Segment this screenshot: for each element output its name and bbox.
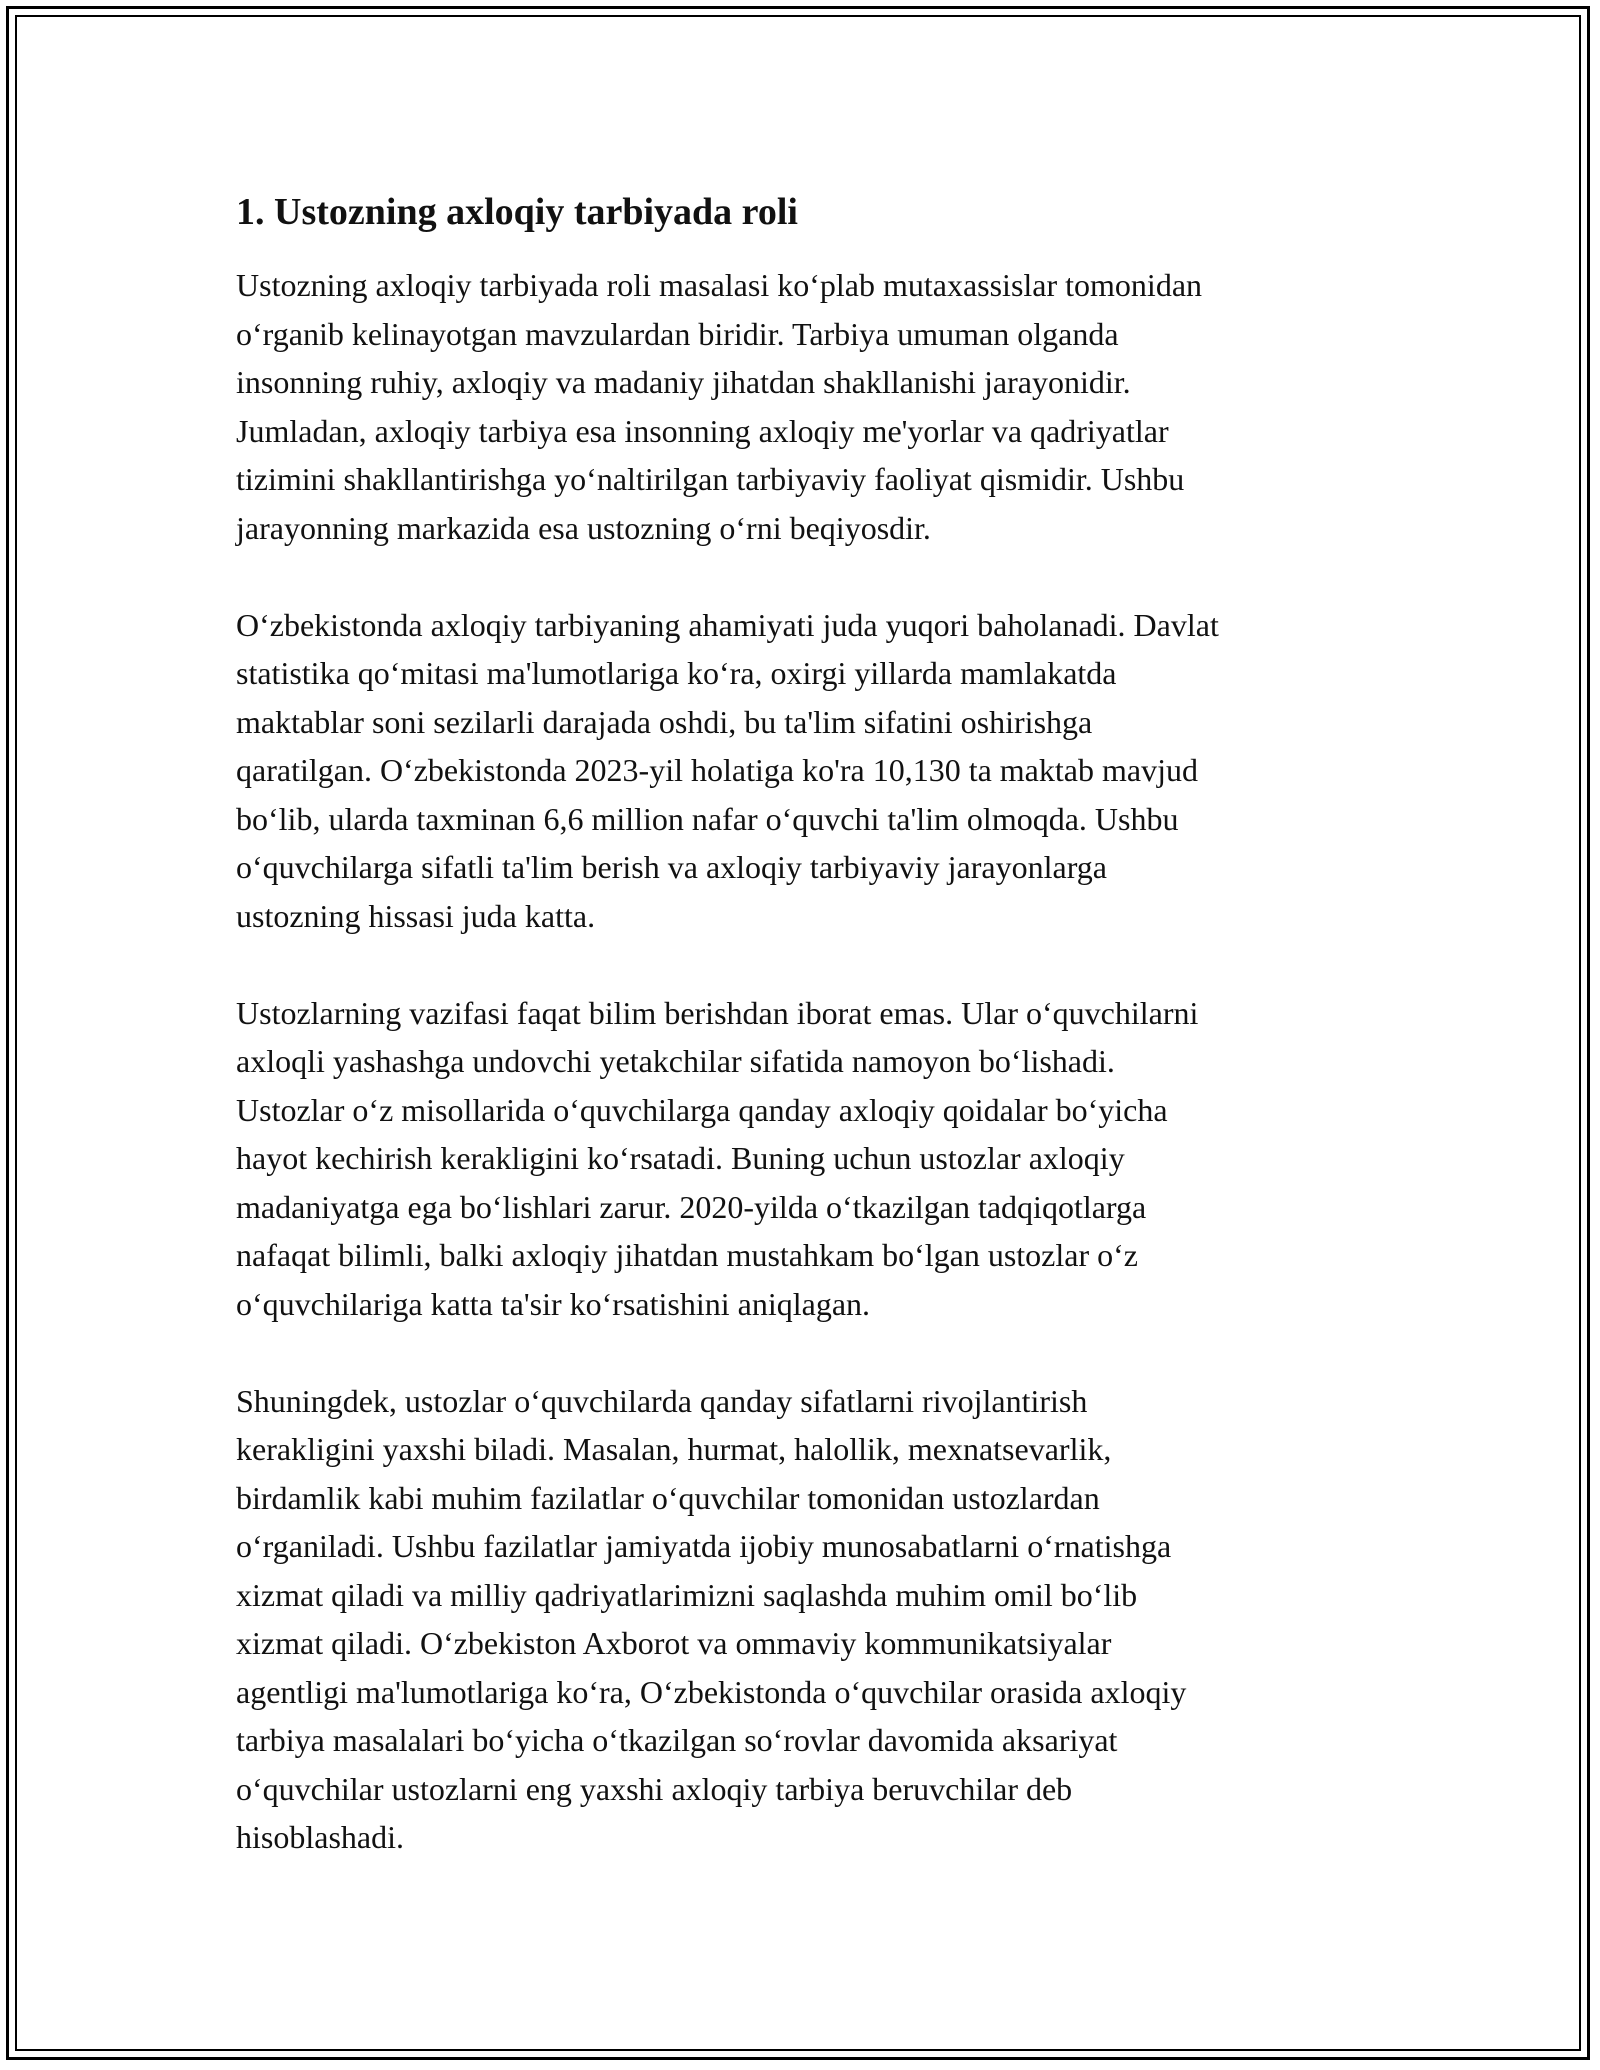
paragraph-2: O‘zbekistonda axloqiy tarbiyaning ahamiyati juda yuqori baholanadi. Davlat statistika qo‘mitasi ma'lumotlariga ko‘ra, oxirgi yillarda mamlakatda maktablar soni sezilarli darajada oshdi, bu ta'lim sifatini oshirishga qaratilgan. O‘zbekistonda 2023-yil holatiga ko'ra 10,130 ta maktab mavjud bo‘lib, ularda taxminan 6,6 million nafar o‘quvchi ta'lim olmoqda. Ushbu o‘quvchilarga sifatli ta'lim berish va axloqiy tarbiyaviy jarayonlarga ustozning hissasi juda katta. <box>236 606 1219 934</box>
paragraph-4: Shuningdek, ustozlar o‘quvchilarda qanday sifatlarni rivojlantirish kerakligini yaxshi biladi. Masalan, hurmat, halollik, mexnatsevarlik, birdamlik kabi muhim fazilatlar o‘quvchilar tomonidan ustozlardan o‘rganiladi. Ushbu fazilatlar jamiyatda ijobiy munosabatlarni o‘rnatishga xizmat qiladi va milliy qadriyatlarimizni saqlashda muhim omil bo‘lib xizmat qiladi. O‘zbekiston Axborot va ommaviy kommunikatsiyalar agentligi ma'lumotlariga ko‘ra, O‘zbekistonda o‘quvchilar orasida axloqiy tarbiya masalalari bo‘yicha o‘tkazilgan so‘rovlar davomida aksariyat o‘quvchilar ustozlarni eng yaxshi axloqiy tarbiya beruvchilar deb hisoblashadi. <box>236 1382 1187 1856</box>
paragraph-3: Ustozlarning vazifasi faqat bilim berishdan iborat emas. Ular o‘quvchilarni axloqli yashashga undovchi yetakchilar sifatida namoyon bo‘lishadi. Ustozlar o‘z misollarida o‘quvchilarga qanday axloqiy qoidalar bo‘yicha hayot kechirish kerakligini ko‘rsatadi. Buning uchun ustozlar axloqiy madaniyatga ega bo‘lishlari zarur. 2020-yilda o‘tkazilgan tadqiqotlarga nafaqat bilimli, balki axloqiy jihatdan mustahkam bo‘lgan ustozlar o‘z o‘quvchilariga katta ta'sir ko‘rsatishini aniqlagan. <box>236 994 1199 1322</box>
section-heading: 1. Ustozning axloqiy tarbiyada roli <box>236 191 798 233</box>
paragraph-1: Ustozning axloqiy tarbiyada roli masalasi ko‘plab mutaxassislar tomonidan o‘rganib kelinayotgan mavzulardan biridir. Tarbiya umuman olganda insonning ruhiy, axloqiy va madaniy jihatdan shakllanishi jarayonidir. Jumladan, axloqiy tarbiya esa insonning axloqiy me'yorlar va qadriyatlar tizimini shakllantirishga yo‘naltirilgan tarbiyaviy faoliyat qismidir. Ushbu jarayonning markazida esa ustozning o‘rni beqiyosdir. <box>236 267 1203 546</box>
document-body <box>236 188 1376 1910</box>
